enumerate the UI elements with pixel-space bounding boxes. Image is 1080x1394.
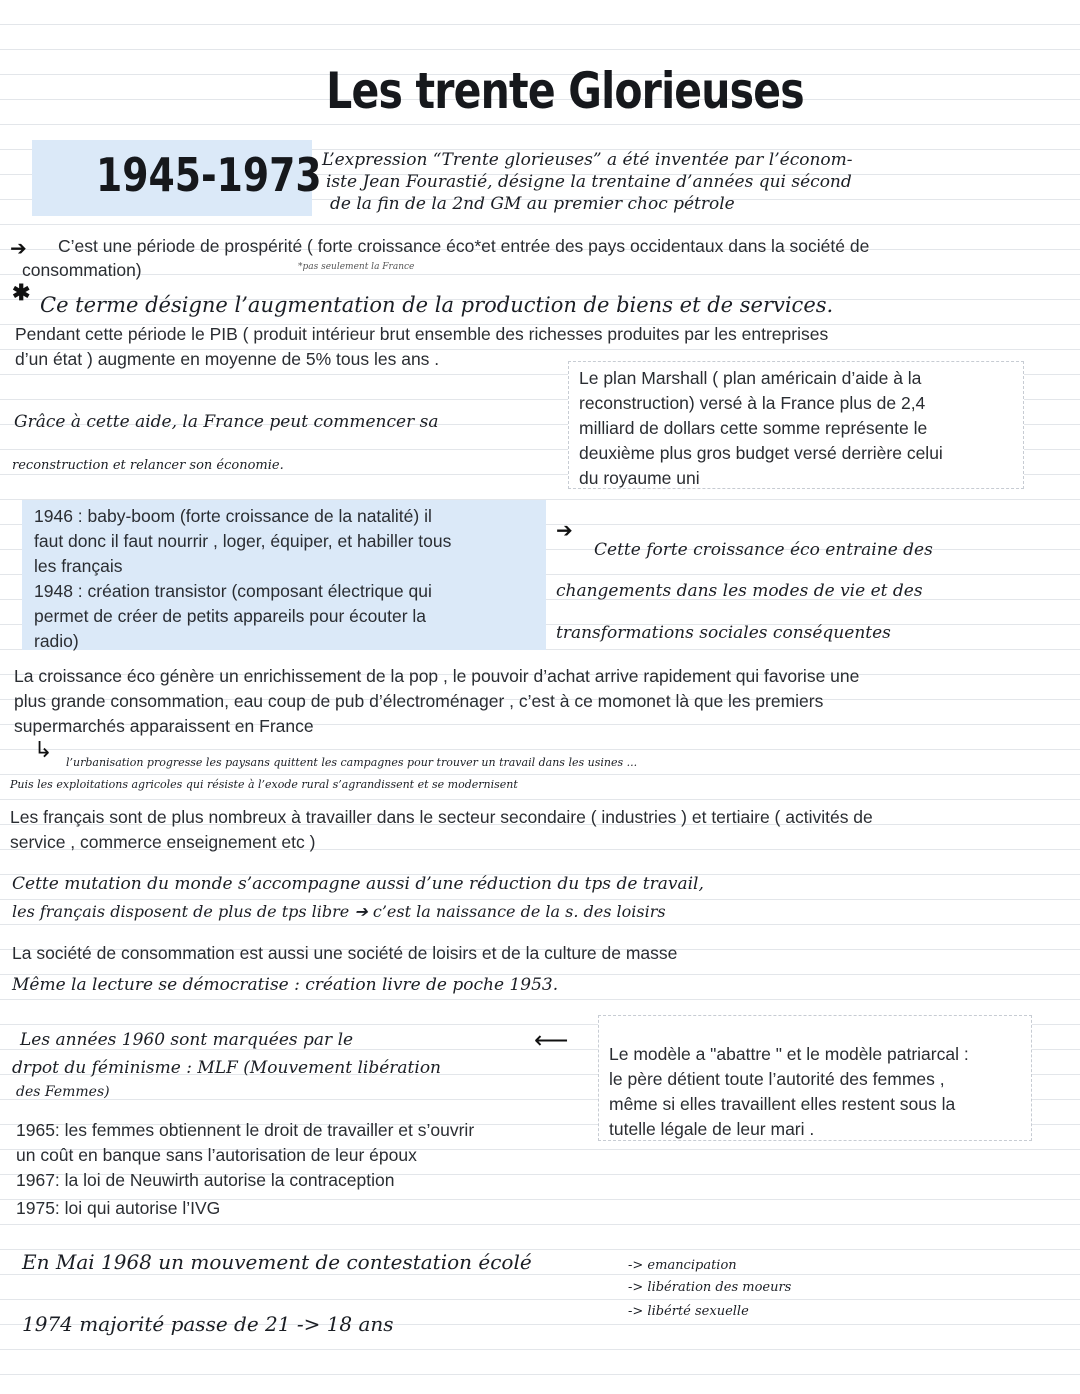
- production-line-1: Pendant cette période le PIB ( produit intérieur brut ensemble des richesses produites par les entreprises: [15, 324, 829, 344]
- babyboom-line: faut donc il faut nourrir , loger, équiper, et habiller tous: [34, 531, 452, 551]
- intro-line-2: iste Jean Fourastié, désigne la trentaine d’années qui sécond: [326, 172, 852, 192]
- leisure-handwritten-1: Cette mutation du monde s’accompagne aussi d’une réduction du tps de travail,: [12, 874, 704, 894]
- marshall-line: Le plan Marshall ( plan américain d’aide à la: [579, 368, 922, 388]
- babyboom-line: 1948 : création transistor (composant électrique qui: [34, 581, 432, 601]
- leisure-typed: La société de consommation est aussi une société de loisirs et de la culture de masse: [12, 943, 678, 963]
- patriarcal-line: tutelle légale de leur mari .: [609, 1119, 815, 1139]
- patriarcal-line: même si elles travaillent elles restent sous la: [609, 1094, 956, 1114]
- women-event: 1967: la loi de Neuwirth autorise la contraception: [16, 1170, 395, 1190]
- urbanisation-handwritten-1: l’urbanisation progresse les paysans quittent les campagnes pour trouver un travail dans les usines ...: [66, 756, 638, 769]
- women-event: un coût en banque sans l’autorisation de leur époux: [16, 1145, 417, 1165]
- prosperity-footnote: *pas seulement la France: [298, 262, 415, 272]
- consumption-line-2: plus grande consommation, eau coup de pub d’électroménager , c’est à ce momonet là que les premiers: [14, 691, 824, 711]
- babyboom-box: [22, 500, 546, 650]
- patriarcal-note: [598, 1015, 1032, 1141]
- urbanisation-handwritten-2: Puis les exploitations agricoles qui résiste à l’exode rural s’agrandissent et se modernisent: [10, 778, 518, 791]
- may68-result: -> emancipation: [628, 1258, 737, 1273]
- production-handwritten: Ce terme désigne l’augmentation de la production de biens et de services.: [40, 293, 834, 317]
- intro-line-3: de la fin de la 2nd GM au premier choc pétrole: [330, 194, 735, 214]
- consumption-line-3: supermarchés apparaissent en France: [14, 716, 314, 736]
- patriarcal-line: Le modèle a "abattre " et le modèle patriarcal :: [609, 1044, 969, 1064]
- babyboom-line: radio): [34, 631, 79, 651]
- leisure-handwritten-2: les français disposent de plus de tps libre ➔ c’est la naissance de la s. des loisirs: [12, 902, 666, 921]
- marshall-line: milliard de dollars cette somme représente le: [579, 418, 928, 438]
- asterisk-icon: ✱: [12, 280, 31, 305]
- arrow-down-right-icon: ↳: [34, 738, 53, 763]
- arrow-right-icon: ➔: [556, 518, 573, 542]
- prosperity-line-1: C’est une période de prospérité ( forte croissance éco*et entrée des pays occidentaux dans la société de: [58, 236, 870, 256]
- women-event: 1965: les femmes obtiennent le droit de travailler et s’ouvrir: [16, 1120, 475, 1140]
- babyboom-line: permet de créer de petits appareils pour écouter la: [34, 606, 427, 626]
- may68-handwritten: En Mai 1968 un mouvement de contestation écolé: [22, 1250, 532, 1274]
- babyboom-line: 1946 : baby-boom (forte croissance de la natalité) il: [34, 506, 432, 526]
- marshall-line: reconstruction) versé à la France plus de 2,4: [579, 393, 926, 413]
- production-line-2: d’un état ) augmente en moyenne de 5% tous les ans .: [15, 349, 440, 369]
- babyboom-handwritten-2: changements dans les modes de vie et des: [556, 581, 923, 601]
- may68-result: -> libérté sexuelle: [628, 1304, 749, 1319]
- prosperity-line-2: consommation): [22, 260, 142, 280]
- marshall-plan-note: [568, 361, 1024, 489]
- arrow-right-icon: ➔: [10, 236, 27, 260]
- women-handwritten-3: des Femmes): [16, 1084, 110, 1100]
- babyboom-line: les français: [34, 556, 123, 576]
- sectors-line-2: service , commerce enseignement etc ): [10, 832, 316, 852]
- date-range: 1945-1973: [96, 148, 322, 202]
- women-handwritten-2: drpot du féminisme : MLF (Mouvement libération: [12, 1058, 442, 1078]
- babyboom-handwritten-3: transformations sociales conséquentes: [556, 623, 891, 643]
- intro-line-1: L’expression “Trente glorieuses” a été inventée par l’économ-: [322, 150, 853, 170]
- arrow-left-icon: ⟵: [534, 1026, 569, 1054]
- consumption-line-1: La croissance éco génère un enrichissement de la pop , le pouvoir d’achat arrive rapidement qui favorise une: [14, 666, 860, 686]
- may68-result: -> libération des moeurs: [628, 1280, 792, 1295]
- page-title: Les trente Glorieuses: [326, 62, 804, 120]
- patriarcal-line: le père détient toute l’autorité des femmes ,: [609, 1069, 945, 1089]
- majority-handwritten: 1974 majorité passe de 21 -> 18 ans: [22, 1312, 394, 1336]
- women-handwritten-1: Les années 1960 sont marquées par le: [20, 1030, 354, 1050]
- marshall-handwritten-1: Grâce à cette aide, la France peut commencer sa: [14, 412, 439, 432]
- marshall-handwritten-2: reconstruction et relancer son économie.: [12, 458, 284, 473]
- women-event: 1975: loi qui autorise l’IVG: [16, 1198, 221, 1218]
- sectors-line-1: Les français sont de plus nombreux à travailler dans le secteur secondaire ( industries ) et tertiaire ( activités de: [10, 807, 873, 827]
- date-range-box: [32, 140, 322, 216]
- marshall-line: deuxième plus gros budget versé derrière celui: [579, 443, 943, 463]
- marshall-line: du royaume uni: [579, 468, 700, 488]
- babyboom-handwritten-1: Cette forte croissance éco entraine des: [594, 540, 933, 560]
- reading-handwritten: Même la lecture se démocratise : création livre de poche 1953.: [12, 975, 559, 995]
